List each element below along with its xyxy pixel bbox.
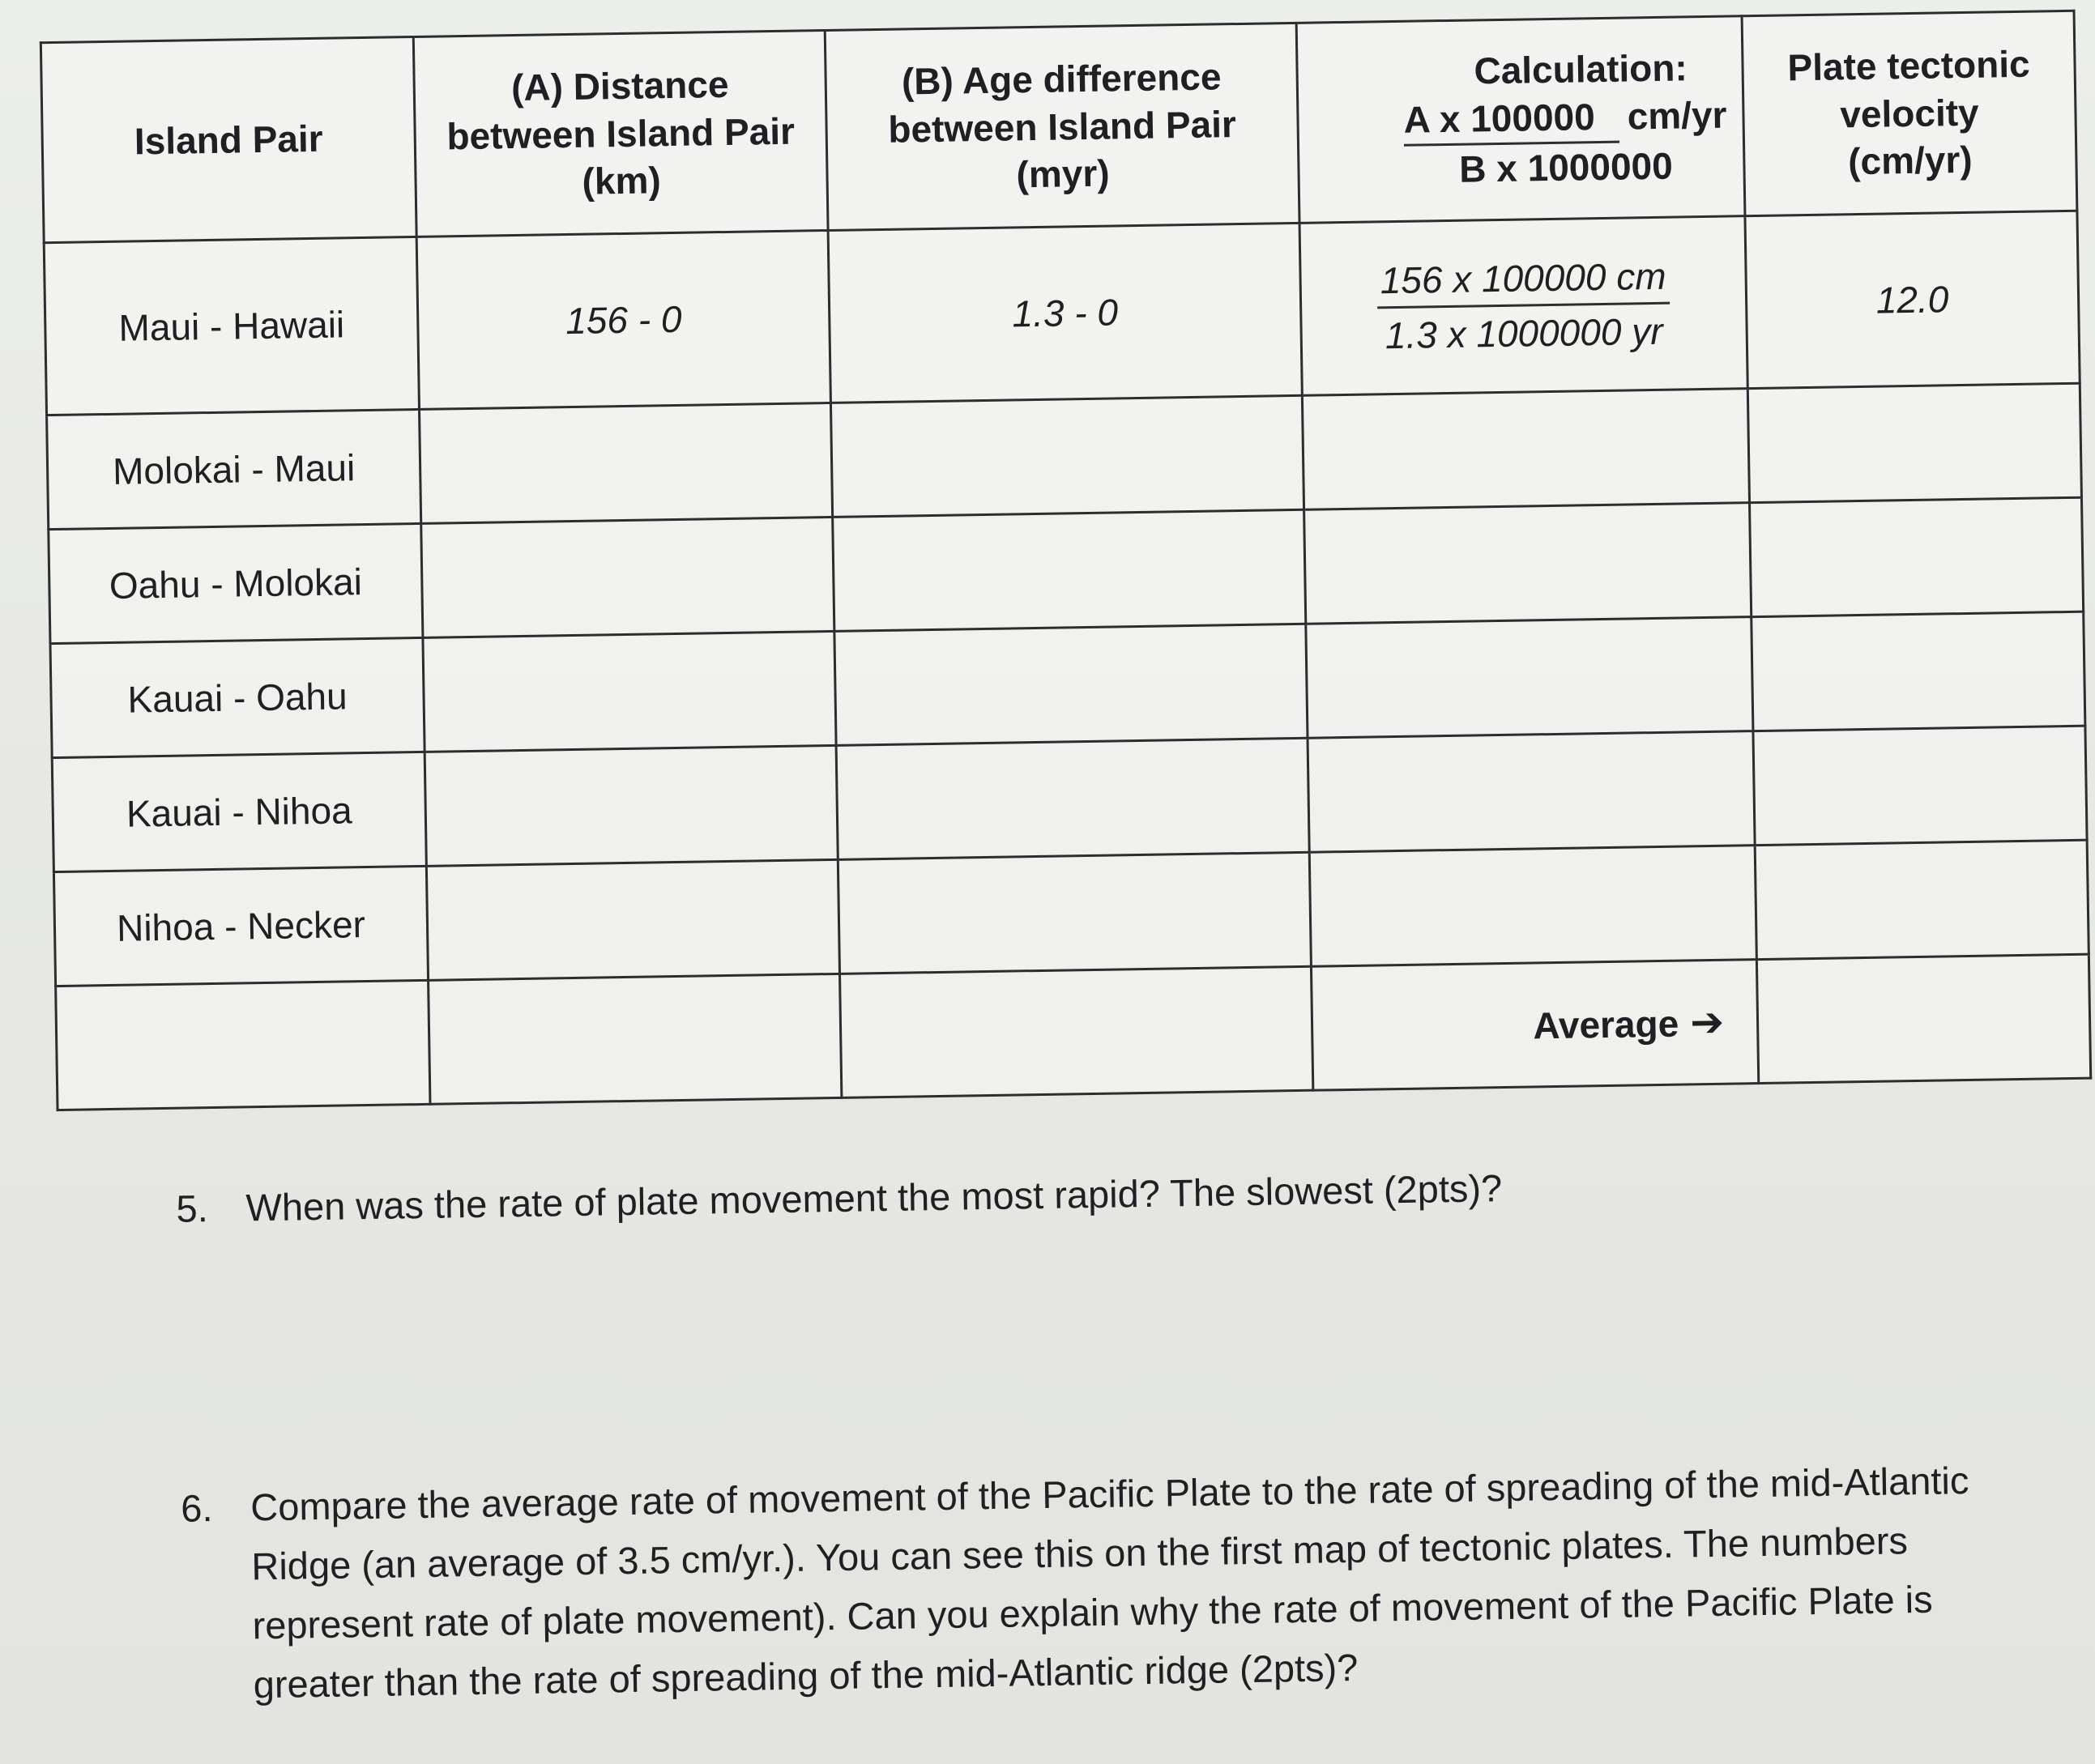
header-distance-line-3: (km)	[582, 159, 662, 203]
plate-velocity-table	[40, 10, 2092, 1111]
question-text: Compare the average rate of movement of the Pacific Plate to the rate of spreading of the mid-Atlantic Ridge (an average of 3.5 cm/yr.). You can see this on the first map of tectonic plates. The numbers represent rate of plate movement). Can you explain why the rate of movement of the Pacific Plate is greater than the rate of spreading of the mid-Atlantic ridge (2pts)?	[250, 1459, 1969, 1706]
pair-cell: Nihoa - Necker	[53, 866, 428, 986]
distance-cell[interactable]	[423, 631, 836, 752]
pair-cell: Kauai - Oahu	[50, 637, 425, 757]
distance-cell[interactable]	[426, 859, 839, 980]
question-number: 5.	[176, 1187, 209, 1230]
average-row-blank-age	[840, 966, 1313, 1097]
arrow-right-icon: ➔	[1689, 999, 1725, 1046]
calculation-cell[interactable]	[1302, 389, 1749, 510]
velocity-cell[interactable]	[1755, 840, 2089, 959]
header-velocity-line-3: (cm/yr)	[1847, 138, 1973, 183]
header-distance	[413, 31, 828, 237]
calculation-cell[interactable]	[1306, 617, 1753, 739]
calculation-cell[interactable]	[1309, 846, 1756, 967]
distance-cell[interactable]: 156 - 0	[416, 230, 830, 409]
header-velocity-line-1: Plate tectonic	[1787, 42, 2030, 89]
question-5	[176, 1152, 1964, 1238]
question-text: When was the rate of plate movement the most rapid? The slowest (2pts)?	[245, 1166, 1503, 1229]
header-age-line-2: between Island Pair	[887, 102, 1237, 151]
calc-numerator: 156 x 100000 cm	[1376, 252, 1670, 309]
calc-denominator: 1.3 x 1000000 yr	[1385, 309, 1663, 356]
calculation-cell[interactable]	[1299, 216, 1747, 396]
distance-cell[interactable]	[420, 403, 833, 523]
age-cell[interactable]	[838, 852, 1311, 974]
average-label-cell	[1311, 960, 1758, 1091]
age-cell[interactable]	[833, 509, 1306, 631]
average-value-cell[interactable]	[1756, 954, 2090, 1083]
calculation-cell[interactable]	[1304, 503, 1752, 624]
velocity-cell[interactable]	[1747, 383, 2081, 502]
velocity-cell[interactable]	[1752, 611, 2085, 731]
table-header-row	[41, 11, 2077, 242]
table-row	[44, 211, 2080, 415]
header-age-line-1: (B) Age difference	[901, 55, 1222, 103]
velocity-cell[interactable]	[1750, 497, 2084, 616]
velocity-cell[interactable]: 12.0	[1745, 211, 2080, 388]
question-6	[180, 1451, 2052, 1715]
header-calc-unit: cm/yr	[1627, 93, 1727, 138]
header-velocity	[1742, 11, 2077, 215]
question-number: 6.	[180, 1486, 213, 1530]
average-label: Average	[1532, 1002, 1679, 1047]
age-cell[interactable]: 1.3 - 0	[828, 223, 1302, 403]
average-row-blank-pair	[56, 980, 430, 1110]
header-age-difference	[825, 23, 1299, 230]
pair-cell: Maui - Hawaii	[44, 236, 419, 415]
calculation-cell[interactable]	[1308, 731, 1755, 853]
header-calc-denominator: B x 1000000	[1458, 144, 1674, 190]
velocity-cell[interactable]	[1753, 726, 2087, 845]
header-age-line-3: (myr)	[1016, 151, 1110, 196]
pair-cell: Kauai - Nihoa	[52, 752, 426, 871]
age-cell[interactable]	[836, 738, 1309, 859]
age-cell[interactable]	[830, 395, 1304, 517]
distance-cell[interactable]	[425, 745, 838, 866]
header-distance-line-2: between Island Pair	[446, 109, 796, 157]
average-row-blank-distance	[429, 974, 842, 1104]
pair-cell: Molokai - Maui	[47, 409, 421, 529]
header-calc-numerator: A x 100000	[1403, 93, 1619, 147]
header-calc-title: Calculation:	[1474, 46, 1688, 92]
distance-cell[interactable]	[421, 517, 834, 637]
age-cell[interactable]	[834, 624, 1308, 745]
header-island-pair-label: Island Pair	[134, 117, 323, 162]
header-distance-line-1: (A) Distance	[510, 62, 729, 109]
header-island-pair	[41, 36, 416, 242]
header-velocity-line-2: velocity	[1839, 91, 1980, 135]
header-calculation	[1296, 16, 1745, 224]
pair-cell: Oahu - Molokai	[49, 523, 423, 643]
